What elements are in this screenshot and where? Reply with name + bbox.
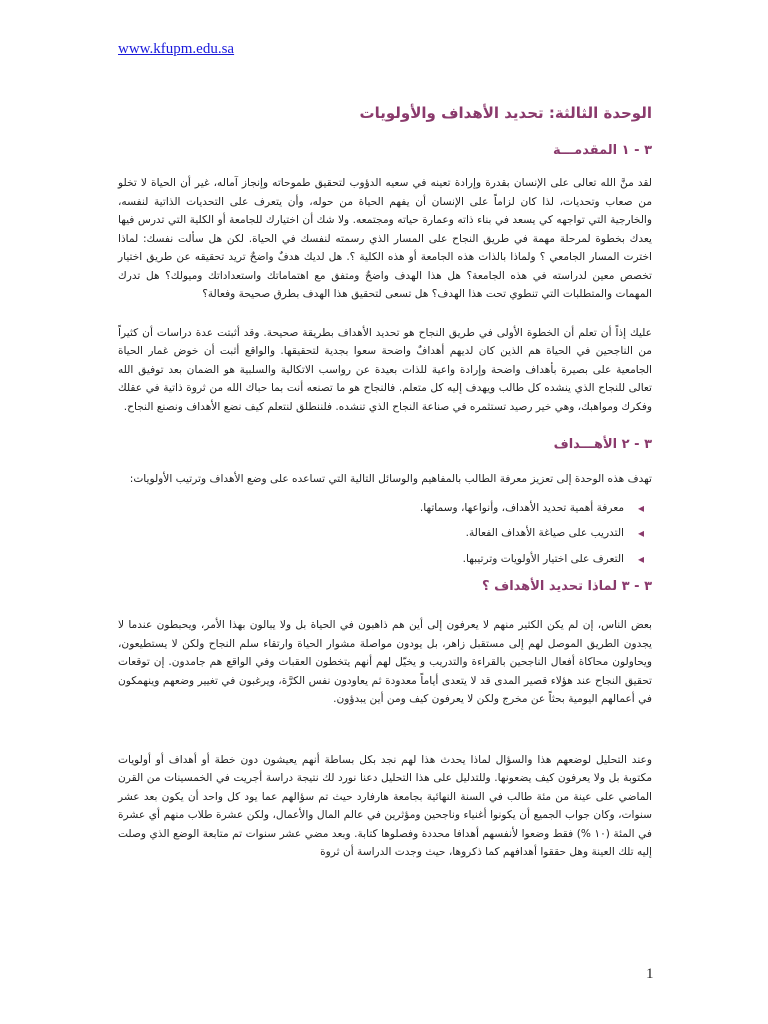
section-heading-intro: ٣ - ١ المقدمـــة xyxy=(552,143,652,158)
list-item-text: معرفة أهمية تحديد الأهداف، وأنواعها، وسماتها. xyxy=(419,501,624,514)
page-number: 1 xyxy=(646,966,654,982)
why-paragraph-1: بعض الناس، إن لم يكن الكثير منهم لا يعرفون إلى أين هم ذاهبون في الحياة بل ولا يبالون بهذا الأمر، ويحبطون عندما لا يجدون الطريق الموصل لهم إلى مستقبل زاهر، بل يودون مواصلة مشوار الحياة وارتقاء سلم النجاح ولكن لا يستطيعون، ويحاولون محاكاة أفعال الناجحين بالقراءة والتدريب و يخيّل لهم أنهم يتخطون العقبات وفي الواقع هم جامدون. إن توقعات تحقيق النجاح عند هؤلاء قصير المدى قد لا يتعدى أياماً معدودة ثم يعاودون نفس الكرَّة، ويرغبون في تغيير وضعهم وينهمكون في أعمالهم اليومية بحثاً عن مخرج ولكن لا يعرفون كيف ومن أين يبدؤون. xyxy=(118,619,652,705)
intro-paragraph-2: عليك إذاً أن تعلم أن الخطوة الأولى في طريق النجاح هو تحديد الأهداف بطريقة صحيحة. وقد أثبتت عدة دراسات أن كثيراً من الناجحين في الحياة هم الذين كان لديهم أهدافٌ واضحة سعوا بجدية لتحقيقها. والواقع أثبت أن خوض غمار الحياة الجامعية على بصيرة بأهداف واضحة وإرادة واعية للذات بعيدة عن رواسب الاتكالية والسلبية هو الضمان بعد توفيق الله تعالى للنجاح الذي ينشده كل طالب ويهدف إليه كل متعلم. فالنجاح هو ما تصنعه أنت بما حباك الله من ثروة ذاتية في عقلك وفكرك ومواهبك، وهي خير رصيد تستثمره في صناعة النجاح الذي تنشده. فلننطلق لنتعلم كيف نضع الأهداف ونصنع النجاح. xyxy=(118,326,652,413)
section-heading-why: ٣ - ٣ لماذا تحديد الأهداف ؟ xyxy=(482,579,652,594)
list-item xyxy=(118,524,644,543)
list-item-text: التعرف على اختيار الأولويات وترتيبها. xyxy=(462,552,624,565)
list-item xyxy=(118,550,644,569)
list-item-text: التدريب على صياغة الأهداف الفعالة. xyxy=(465,527,624,539)
intro-paragraph-1: لقد منَّ الله تعالى على الإنسان بقدرة وإرادة تعينه في سعيه الدؤوب لتحقيق طموحاته وإنجاز آماله، غير أن الحياة لا تخلو من صعاب وتحديات، لذا كان لزاماً على الإنسان أن يفهم الحياة من حوله، وأن يتعرف على التحديات الذاتية لنفسه، والخارجية التي تواجهه كي يسعد في بناء ذاته وعمارة حياته ومجتمعه. ولا شك أن اختيارك للجامعة أو الكلية التي تدرس فيها يعدك بخطوة لمرحلة مهمة في طريق النجاح على المسار الذي رسمته لنفسك في الحياة. لكن هل سألت نفسك: لماذا اخترت المسار الجامعي ؟ ولماذا بالذات هذه الجامعة أو هذه الكلية ؟. هل لديك هدفٌ واضحٌ تريد تحقيقه عن طريق اختيار تخصص معين لدراسته في هذه الجامعة؟ هل هذا الهدف واضحٌ ومتفق مع اهتماماتك واستعداداتك وميولك؟ هل تدرك المهمات والمتطلبات التي تنطوي تحت هذا الهدف؟ هل تسعى لتحقيق هذا الهدف بطرق صحيحة وفعالة؟ xyxy=(118,177,652,300)
bullet-triangle-icon: ◂ xyxy=(637,526,644,540)
list-item xyxy=(118,499,644,518)
goals-list xyxy=(118,499,652,569)
bullet-triangle-icon: ◂ xyxy=(637,551,644,566)
unit-title: الوحدة الثالثة: تحديد الأهداف والأولويات xyxy=(359,104,652,122)
section-heading-goals: ٣ - ٢ الأهـــداف xyxy=(553,437,652,452)
document-content xyxy=(118,100,652,862)
why-paragraph-2: وعند التحليل لوضعهم هذا والسؤال لماذا يحدث هذا لهم نجد بكل بساطة أنهم يعيشون دون خطة أو أهداف أو أولويات مكتوبة بل ولا يعرفون كيف يضعونها. وللتدليل على هذا التحليل دعنا نورد لك نتيجة دراسة أجريت في الخمسينات من القرن الماضي على عينة من مئة طالب في السنة النهائية بجامعة هارفارد حيث تم سؤالهم عما يود كل واحد أن يكون بعد عشر سنوات، وكان جواب الجميع أن يكونوا أغنياء وناجحين ومؤثرين في عالم المال والأعمال، ولكن عشرة طلاب منهم أي عشرة في المئة (١٠ %) فقط وضعوا لأنفسهم أهدافا محددة وفصلوها كتابة. وبعد مضي عشر سنوات تم متابعة الوضع الذي وصلت إليه تلك العينة وهل حققوا أهدافهم كما ذكروها، حيث وجدت الدراسة أن ثروة xyxy=(118,753,652,858)
site-link[interactable]: www.kfupm.edu.sa xyxy=(118,41,235,57)
bullet-triangle-icon: ◂ xyxy=(637,500,644,515)
goals-intro: تهدف هذه الوحدة إلى تعزيز معرفة الطالب بالمفاهيم والوسائل التالية التي تساعده على وضع الأهداف وترتيب الأولويات: xyxy=(129,473,652,485)
